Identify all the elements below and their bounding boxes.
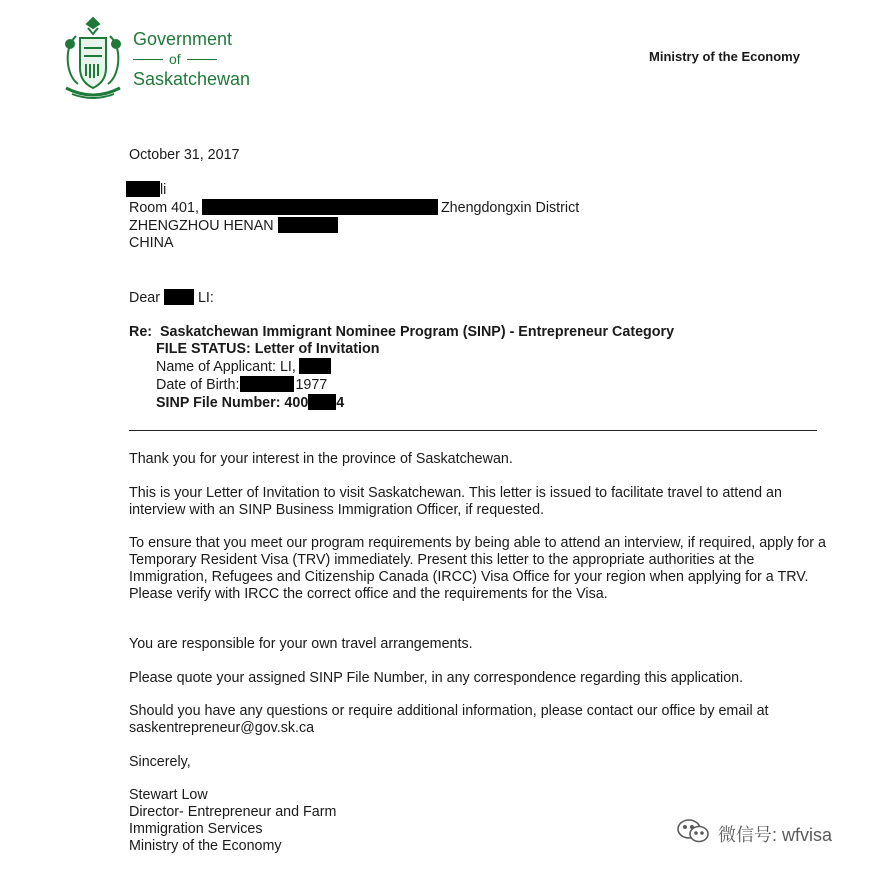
recipient-address-line2 <box>126 217 579 235</box>
paragraph-5: Please quote your assigned SINP File Number, in any correspondence regarding this application. <box>129 670 744 686</box>
recipient-name-line <box>126 181 579 199</box>
redaction-bar <box>278 217 338 233</box>
address-line2-text: ZHENGZHOU HENAN <box>129 218 274 234</box>
recipient-country: CHINA <box>129 235 174 251</box>
paragraph-4: You are responsible for your own travel arrangements. <box>129 636 473 652</box>
address-line1-prefix: Room 401, <box>129 200 199 216</box>
salutation <box>129 289 214 307</box>
paragraph-1: Thank you for your interest in the province of Saskatchewan. <box>129 451 513 467</box>
applicant-label: Name of Applicant: LI, <box>156 359 296 375</box>
signatory-title-2: Immigration Services <box>129 821 263 837</box>
recipient-address <box>126 181 579 252</box>
signatory-title-3: Ministry of the Economy <box>129 838 282 854</box>
re-label: Re: <box>129 324 153 340</box>
dob-label: Date of Birth: <box>156 377 240 393</box>
signatory-name: Stewart Low <box>129 787 208 803</box>
wechat-icon <box>676 818 710 849</box>
file-number-label: SINP File Number: 400 <box>156 395 309 411</box>
file-number-suffix: 4 <box>336 395 345 411</box>
ministry-header: Ministry of the Economy <box>649 49 800 64</box>
paragraph-3: To ensure that you meet our program requirements by being able to attend an interview, if required, apply for a Temporary Resident Visa (TRV) immediately. Present this letter to the appropriate authorities at the Immigration, Refugees and Citizenship Canada (IRCC) Visa Office for your region when applying for a TRV. Please verify with IRCC the correct office and the requirements for the Visa. <box>129 535 826 602</box>
section-divider <box>129 430 817 431</box>
gov-line-government: Government <box>133 29 233 49</box>
gov-of-text: of <box>169 51 181 67</box>
salutation-prefix: Dear <box>129 290 160 306</box>
signatory-title-1: Director- Entrepreneur and Farm <box>129 804 337 820</box>
recipient-address-line1 <box>126 199 579 217</box>
address-line1-suffix: Zhengdongxin District <box>440 200 580 216</box>
wechat-id-text: 微信号: wfvisa <box>718 824 833 845</box>
date-of-birth-line <box>129 376 674 394</box>
government-wordmark <box>133 28 250 90</box>
recipient-name-suffix: li <box>160 182 167 198</box>
gov-line-saskatchewan: Saskatchewan <box>133 69 251 89</box>
re-subject: Saskatchewan Immigrant Nominee Program (SINP) - Entrepreneur Category <box>160 324 675 340</box>
saskatchewan-coat-of-arms-logo <box>58 14 128 104</box>
redaction-bar <box>240 376 294 392</box>
gov-line-of <box>133 50 250 68</box>
re-subject-line <box>129 324 674 341</box>
file-status: FILE STATUS: Letter of Invitation <box>156 341 380 357</box>
salutation-suffix: LI: <box>197 290 214 306</box>
paragraph-6: Should you have any questions or require additional information, please contact our office by email at saskentrepreneur@gov.sk.ca <box>129 703 769 736</box>
redaction-bar <box>164 289 194 305</box>
redaction-bar <box>126 181 160 197</box>
divider <box>187 59 217 60</box>
wechat-watermark <box>676 818 832 849</box>
divider <box>133 59 163 60</box>
re-block <box>129 324 674 412</box>
redaction-bar <box>308 394 336 410</box>
signature-block <box>129 787 336 855</box>
dob-year: 1977 <box>295 377 328 393</box>
redaction-bar <box>299 358 331 374</box>
closing: Sincerely, <box>129 754 191 770</box>
redaction-bar <box>202 199 438 215</box>
applicant-name-line <box>129 358 674 376</box>
letter-date: October 31, 2017 <box>129 147 240 163</box>
paragraph-2: This is your Letter of Invitation to visit Saskatchewan. This letter is issued to facilitate travel to attend an interview with an SINP Business Immigration Officer, if requested. <box>129 485 782 518</box>
sinp-file-number-line <box>129 394 674 412</box>
